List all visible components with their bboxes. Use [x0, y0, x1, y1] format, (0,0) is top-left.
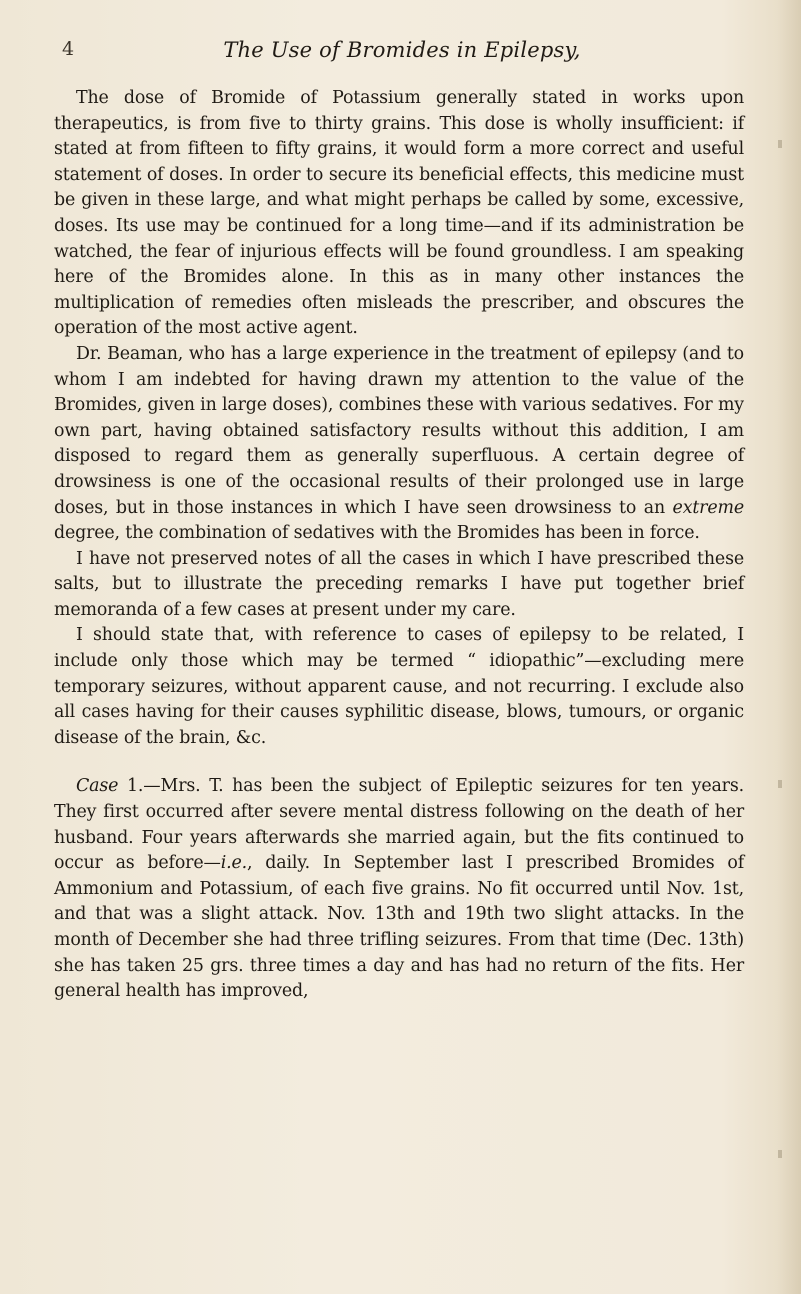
paragraph-case-1	[54, 774, 744, 1004]
emphasis-extreme: extreme	[672, 497, 744, 518]
body-text	[54, 86, 744, 1005]
page-header	[62, 38, 742, 68]
page-edge-mark	[778, 140, 782, 148]
case-number: 1.	[118, 776, 144, 797]
case-1-text-a: —Mrs. T. has been the subject of Epileptic seizures for ten years. They first occurred after severe mental distress following on the death of her husband. Four years afterwards she married again, but the fits continued to occur as before—	[54, 776, 744, 874]
case-1-text-b: , daily. In September last I prescribed Bromides of Ammonium and Potassium, of each five grains. No fit occurred until Nov. 1st, and that was a slight attack. Nov. 13th and 19th two slight attacks. In the month of December she had three trifling seizures. From that time (Dec. 13th) she has taken 25 grs. three times a day and has had no return of the fits. Her general health has improved,	[54, 853, 744, 1002]
paragraph-idiopathic: I should state that, with reference to cases of epilepsy to be related, I include only those which may be termed “ idiopathic”—excluding mere temporary seizures, without apparent cause, and not recurring. I exclude also all cases having for their causes syphilitic disease, blows, tumours, or organic disease of the brain, &c.	[54, 625, 744, 748]
paragraph-notes: I have not preserved notes of all the cases in which I have prescribed these salts, but to illustrate the preceding remarks I have put together brief memoranda of a few cases at present under my care.	[54, 548, 744, 620]
page-edge-mark	[778, 780, 782, 788]
paragraph-dose: The dose of Bromide of Potassium generally stated in works upon therapeutics, is from five to thirty grains. This dose is wholly insufficient: if stated at from fifteen to fifty grains, it would form a more correct and useful statement of doses. In order to secure its beneficial effects, this medicine must be given in these large, and what might perhaps be called by some, excessive, doses. Its use may be continued for a long time—and if its administration be watched, the fear of injurious effects will be found groundless. I am speaking here of the Bromides alone. In this as in many other instances the multiplication of remedies often misleads the prescriber, and obscures the operation of the most active agent.	[54, 88, 744, 339]
case-label: Case	[76, 776, 119, 797]
paragraph-beaman-text: Dr. Beaman, who has a large experience in the treatment of epilepsy (and to whom I am indebted for having drawn my attention to the value of the Bromides, given in large doses), combines these with various sedatives. For my own part, having obtained satisfactory results without this addition, I am disposed to regard them as generally superfluous. A certain degree of drowsiness is one of the occasional results of their prolonged use in large doses, but in those instances in which I have seen drowsiness to an	[54, 343, 744, 518]
paragraph-beaman-end: degree, the combination of sedatives with the Bromides has been in force.	[54, 523, 700, 544]
paragraph-beaman	[54, 342, 744, 547]
running-title: The Use of Bromides in Epilepsy,	[223, 38, 581, 62]
page-edge-mark	[778, 1150, 782, 1158]
abbrev-ie: i.e.	[220, 853, 248, 874]
page-number: 4	[62, 38, 75, 60]
